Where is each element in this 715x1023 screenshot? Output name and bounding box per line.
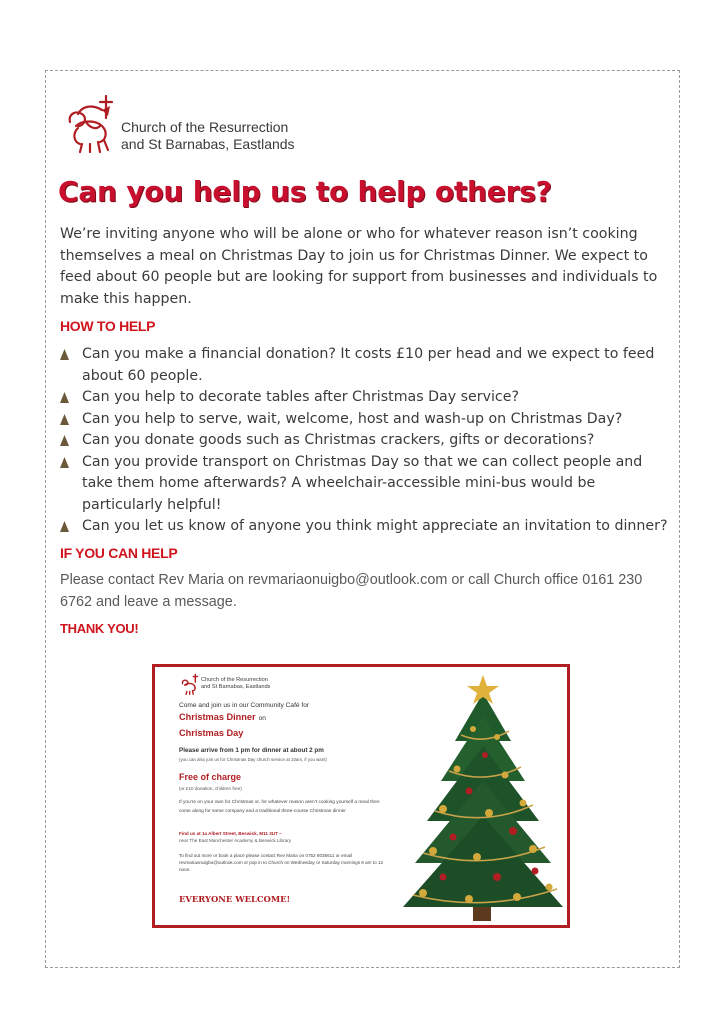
how-to-help-heading: HOW TO HELP [60, 318, 156, 334]
flyer-service-note: (you can also join us for Christmas Day church service at 10am, if you want) [179, 757, 327, 762]
flyer-contact: To find out more or book a place please contact Rev Maria on 0752 6035611 or email revmariaonuigbo@outlook.com or pop in to Church on Wednesday or Saturday mornings 9 am to 12 noon. [179, 853, 384, 873]
flyer-address: Find us at 1a Albert Street, Beswick, M11 3UT – near The East Manchester Academy & Beswick Library [179, 831, 292, 843]
flyer-free-of-charge: Free of charge [179, 772, 242, 782]
list-item: Can you help to serve, wait, welcome, host and wash-up on Christmas Day? [60, 409, 670, 431]
flyer-subtitle: Christmas Day [179, 728, 244, 738]
flyer-church-name: Church of the Resurrection and St Barnabas, Eastlands [201, 677, 271, 690]
list-item: Can you help to decorate tables after Christmas Day service? [60, 387, 670, 409]
page-title: Can you help us to help others? [58, 175, 552, 208]
list-item: Can you make a financial donation? It costs £10 per head and we expect to feed about 60 people. [60, 344, 670, 387]
church-lamb-logo-icon [179, 673, 201, 695]
list-item: Can you provide transport on Christmas Day so that we can collect people and take them home afterwards? A wheelchair-accessible mini-bus would be particularly helpful! [60, 452, 670, 517]
christmas-tree-icon [393, 671, 570, 925]
intro-paragraph: We’re inviting anyone who will be alone or who for whatever reason isn’t cooking themselves a meal on Christmas Day to join us for Christmas Dinner. We expect to feed about 60 people but are looking for support from businesses and individuals to make this happen. [60, 226, 658, 307]
flyer-title: Christmas Dinner on [179, 712, 266, 722]
flyer-invite: Come and join us in our Community Café for [179, 702, 310, 709]
flyer-everyone-welcome: EVERYONE WELCOME! [179, 894, 291, 904]
flyer-arrival-time: Please arrive from 1 pm for dinner at about 2 pm [179, 747, 324, 754]
if-you-can-help-heading: IF YOU CAN HELP [60, 545, 178, 561]
church-lamb-logo-icon [62, 92, 120, 154]
contact-paragraph: Please contact Rev Maria on revmariaonuigbo@outlook.com or call Church office 0161 230 6762 and leave a message. [60, 572, 643, 610]
cone-bullet-icon [60, 392, 69, 403]
thank-you-heading: THANK YOU! [60, 621, 139, 636]
cone-bullet-icon [60, 349, 69, 360]
christmas-dinner-flyer [152, 664, 570, 928]
list-item: Can you let us know of anyone you think might appreciate an invitation to dinner? [60, 516, 670, 538]
church-name: Church of the Resurrection and St Barnabas, Eastlands [121, 119, 295, 152]
flyer-paragraph: If you’re on your own for Christmas or, for whatever reason aren’t cooking yourself a meal then come along for some company and a traditional three-course Christmas dinner [179, 800, 380, 814]
cone-bullet-icon [60, 521, 69, 532]
cone-bullet-icon [60, 435, 69, 446]
cone-bullet-icon [60, 414, 69, 425]
flyer-donation-note: (or £10 donation, children free) [179, 786, 242, 791]
help-list [60, 344, 670, 538]
list-item: Can you donate goods such as Christmas crackers, gifts or decorations? [60, 430, 670, 452]
cone-bullet-icon [60, 457, 69, 468]
